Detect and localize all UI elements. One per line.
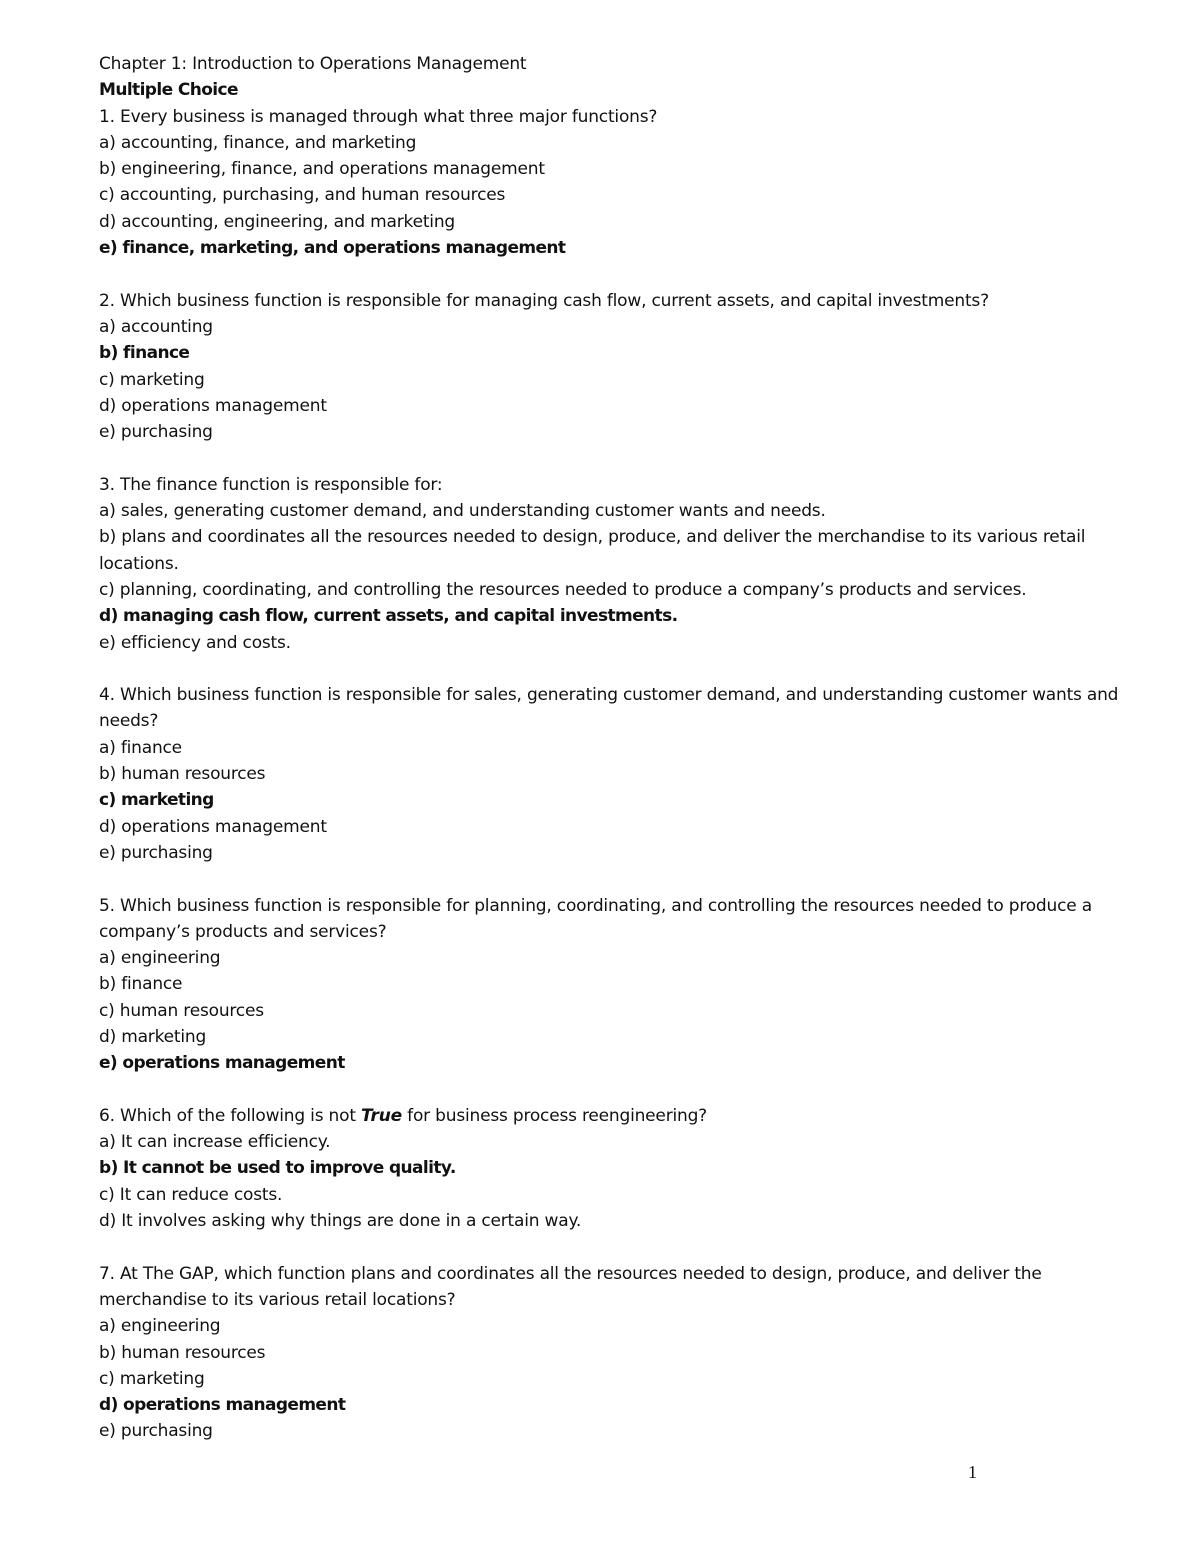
answer-option: d) operations management [99,816,327,837]
chapter-title: Chapter 1: Introduction to Operations Management [99,54,527,74]
answer-option: b) plans and coordinates all the resources needed to design, produce, and deliver the merchandise to its various retail locations. [99,527,1086,574]
question-1 [99,104,1129,262]
answer-option: a) It can increase efficiency. [99,1132,331,1153]
question-5 [99,893,1129,1077]
document-page [99,51,1129,1445]
question-stem-start: 6. Which of the following is not [99,1105,362,1126]
correct-answer-option: b) finance [99,343,190,364]
answer-option: e) efficiency and costs. [99,632,291,653]
answer-option: c) human resources [99,1000,264,1021]
question-stem-end: for business process reengineering? [401,1105,707,1126]
answer-option: d) accounting, engineering, and marketing [99,211,455,232]
answer-option: c) marketing [99,1368,205,1389]
answer-option: e) purchasing [99,1421,213,1442]
answer-option: c) planning, coordinating, and controlling the resources needed to produce a company’s products and services. [99,579,1027,600]
correct-answer-option: e) finance, marketing, and operations management [99,238,566,259]
answer-option: c) marketing [99,369,205,390]
question-3 [99,472,1129,656]
question-stem [99,1103,1129,1129]
answer-option: d) It involves asking why things are done in a certain way. [99,1211,582,1232]
answer-option: a) engineering [99,948,221,969]
answer-option: c) It can reduce costs. [99,1184,283,1205]
question-stem: 7. At The GAP, which function plans and coordinates all the resources needed to design, produce, and deliver the merchandise to its various retail locations? [99,1263,1042,1310]
answer-option: a) sales, generating customer demand, and understanding customer wants and needs. [99,501,826,522]
answer-option: e) purchasing [99,842,213,863]
question-stem-emphasis: True [361,1105,402,1126]
correct-answer-option: e) operations management [99,1053,345,1074]
question-4 [99,682,1129,866]
question-2 [99,288,1129,446]
section-title: Multiple Choice [99,80,238,101]
answer-option: b) human resources [99,764,266,785]
question-7 [99,1261,1129,1445]
question-stem: 2. Which business function is responsible for managing cash flow, current assets, and capital investments? [99,290,989,311]
answer-option: d) operations management [99,395,327,416]
answer-option: e) purchasing [99,422,213,443]
correct-answer-option: b) It cannot be used to improve quality. [99,1158,456,1179]
answer-option: b) finance [99,974,183,995]
question-6 [99,1103,1129,1234]
answer-option: b) engineering, finance, and operations management [99,159,545,180]
question-stem: 1. Every business is managed through what three major functions? [99,106,658,127]
answer-option: a) accounting [99,316,213,337]
correct-answer-option: c) marketing [99,790,214,811]
correct-answer-option: d) operations management [99,1395,346,1416]
answer-option: c) accounting, purchasing, and human resources [99,185,506,206]
answer-option: a) finance [99,737,182,758]
correct-answer-option: d) managing cash flow, current assets, and capital investments. [99,606,678,627]
answer-option: d) marketing [99,1026,207,1047]
page-number: 1 [968,1462,977,1482]
answer-option: a) accounting, finance, and marketing [99,132,417,153]
question-stem: 3. The finance function is responsible for: [99,474,443,495]
question-stem: 4. Which business function is responsible for sales, generating customer demand, and understanding customer wants and needs? [99,685,1119,732]
question-stem: 5. Which business function is responsible for planning, coordinating, and controlling the resources needed to produce a company’s products and services? [99,895,1092,942]
answer-option: a) engineering [99,1316,221,1337]
answer-option: b) human resources [99,1342,266,1363]
